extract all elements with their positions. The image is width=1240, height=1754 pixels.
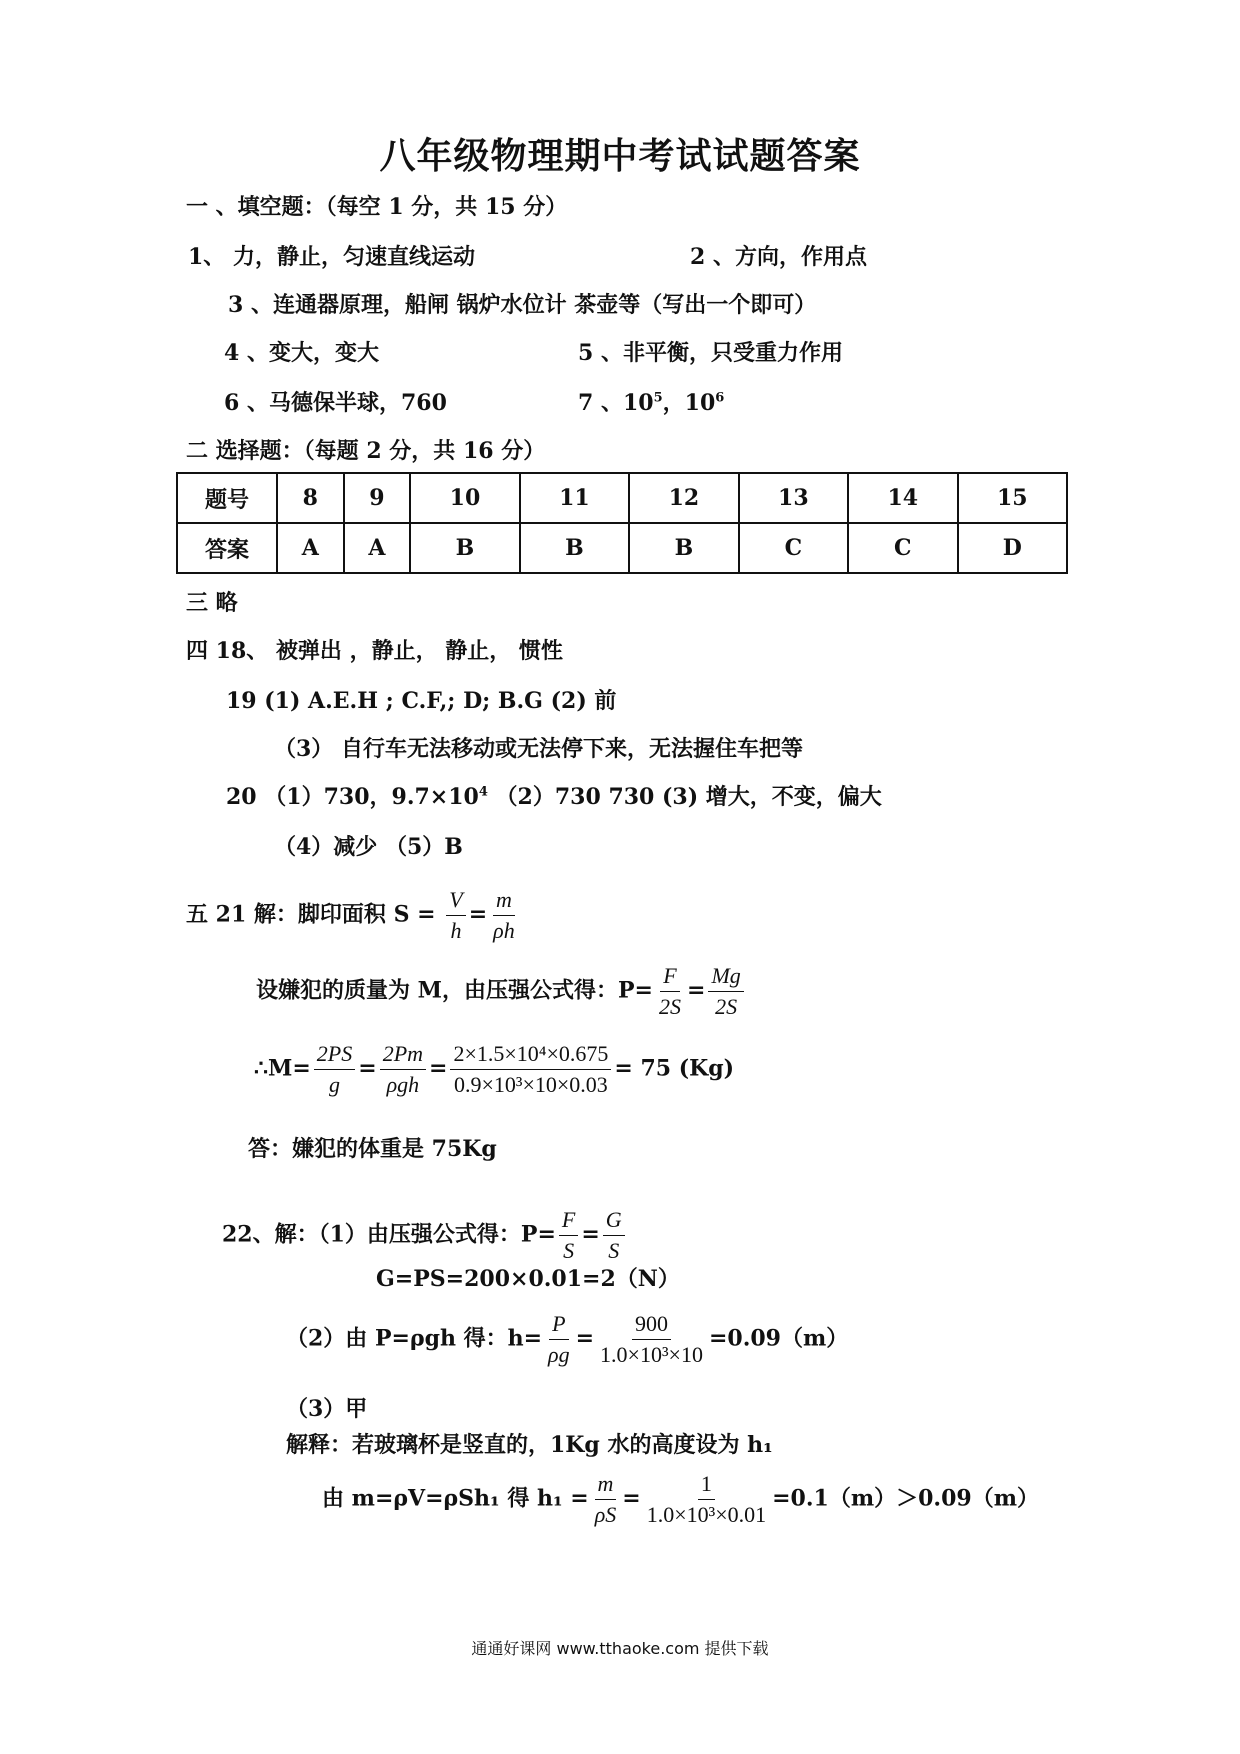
answer-q4: 4 、变大，变大	[224, 340, 379, 366]
answer-q21-line1: 五 21 解：脚印面积 S = $\frac{V}{h}$ = $\frac{m}{\rho h}$	[186, 886, 521, 945]
answer-q3: 3 、连通器原理，船闸 锅炉水位计 茶壶等（写出一个即可）	[228, 292, 817, 318]
table-cell: 13	[739, 473, 848, 523]
fraction: $\frac{P}{\rho g}$	[548, 1311, 570, 1367]
answer-q21-line3: ∴M= $\frac{2PS}{g}$ = $\frac{2Pm}{\text{ρgh}}$ = $\frac{\text{2×1.5×10⁴×0.675}}{\text{0.9×10³×10×0.03}}$ = 75 (Kg)	[254, 1041, 735, 1097]
table-cell: 9	[344, 473, 411, 523]
fraction: $\frac{m}{\rho h}$	[493, 887, 515, 943]
fraction: $\frac{\text{2×1.5×10⁴×0.675}}{\text{0.9×10³×10×0.03}}$	[450, 1040, 611, 1099]
fraction: $\frac{900}{\text{1.0×10³×10}}$	[600, 1311, 703, 1367]
answer-q1: 1、 力，静止，匀速直线运动	[188, 244, 475, 270]
answer-q21-line2: 设嫌犯的质量为 M，由压强公式得：P= $\frac{F}{2S}$ = $\frac{Mg}{2S}$	[256, 962, 747, 1021]
table-cell: A	[344, 523, 411, 573]
answer-q7: 7 、$10^5$，$10^6$	[578, 390, 725, 416]
section2-heading: 二 选择题：（每题 2 分，共 16 分）	[186, 438, 546, 464]
table-cell: C	[739, 523, 848, 573]
fraction: $\frac{2PS}{g}$	[314, 1040, 355, 1099]
fraction: $\frac{2Pm}{\text{ρgh}}$	[380, 1040, 426, 1099]
answer-q19-line2: （3） 自行车无法移动或无法停下来，无法握住车把等	[274, 736, 803, 762]
table-cell: 12	[629, 473, 738, 523]
fraction: $\frac{Mg}{2S}$	[708, 962, 743, 1021]
table-header-cell: 题号	[177, 473, 277, 523]
table-cell: B	[520, 523, 629, 573]
answer-q6: 6 、马德保半球，760	[224, 390, 447, 416]
answer-table	[176, 472, 1068, 574]
footer-text: 通通好课网 www.tthaoke.com 提供下载	[471, 1639, 769, 1658]
table-cell: 14	[848, 473, 957, 523]
answer-q22-line1: 22、解：（1）由压强公式得：P= $\frac{F}{S}$ = $\frac{G}{S}$	[222, 1206, 628, 1265]
answer-q20-line1: 20 （1）730，$9.7\times 10^4$ （2）730 730 (3) 增大，不变，偏大	[226, 784, 882, 810]
answer-q21-conclusion: 答：嫌犯的体重是 75Kg	[248, 1136, 497, 1162]
table-row-numbers	[177, 473, 1067, 523]
answer-q19-line1: 19 (1) A.E.H ; C.F,; D; B.G (2) 前	[226, 688, 617, 714]
table-row-answers	[177, 523, 1067, 573]
table-cell: 15	[958, 473, 1067, 523]
fraction: $\frac{V}{h}$	[446, 886, 465, 945]
answer-q22-line5: 解释：若玻璃杯是竖直的，1Kg 水的高度设为 h₁	[286, 1432, 773, 1458]
fraction: $\frac{F}{2S}$	[659, 963, 681, 1019]
table-cell: B	[629, 523, 738, 573]
section1-heading: 一 、填空题：（每空 1 分，共 15 分）	[186, 194, 568, 220]
fraction: $\frac{G}{S}$	[603, 1206, 625, 1265]
answer-q5: 5 、非平衡，只受重力作用	[578, 340, 843, 366]
table-cell: D	[958, 523, 1067, 573]
answer-q22-line3: （2）由 P=ρgh 得：h= $\frac{P}{\rho g}$ = $\frac{900}{\text{1.0×10³×10}}$ =0.09（m）	[286, 1311, 849, 1367]
answer-q22-line6: 由 m=ρV=ρSh₁ 得 h₁ = $\frac{m}{\rho S}$ = $\frac{1}{\text{1.0×10³×0.01}}$ =0.1（m）＞0.09（m）	[322, 1471, 1039, 1527]
table-cell: 8	[277, 473, 344, 523]
fraction: $\frac{F}{S}$	[559, 1206, 578, 1265]
table-cell: B	[410, 523, 519, 573]
answer-q22-line2: G=PS=200×0.01=2（N）	[376, 1266, 680, 1292]
answer-q22-line4: （3）甲	[286, 1396, 368, 1422]
section3-text: 三 略	[186, 590, 238, 616]
fraction: $\frac{1}{\text{1.0×10³×0.01}}$	[646, 1471, 767, 1527]
answer-q2: 2 、方向，作用点	[690, 244, 867, 270]
table-cell: A	[277, 523, 344, 573]
answer-q20-line2: （4）减少 （5）B	[274, 834, 463, 860]
fraction: $\frac{m}{\rho S}$	[594, 1471, 617, 1527]
table-cell: 10	[410, 473, 519, 523]
page-title: 八年级物理期中考试试题答案	[379, 135, 861, 177]
table-cell: C	[848, 523, 957, 573]
table-cell: 11	[520, 473, 629, 523]
answer-q18: 四 18、 被弹出 ，静止， 静止， 惯性	[186, 638, 563, 664]
table-header-cell: 答案	[177, 523, 277, 573]
